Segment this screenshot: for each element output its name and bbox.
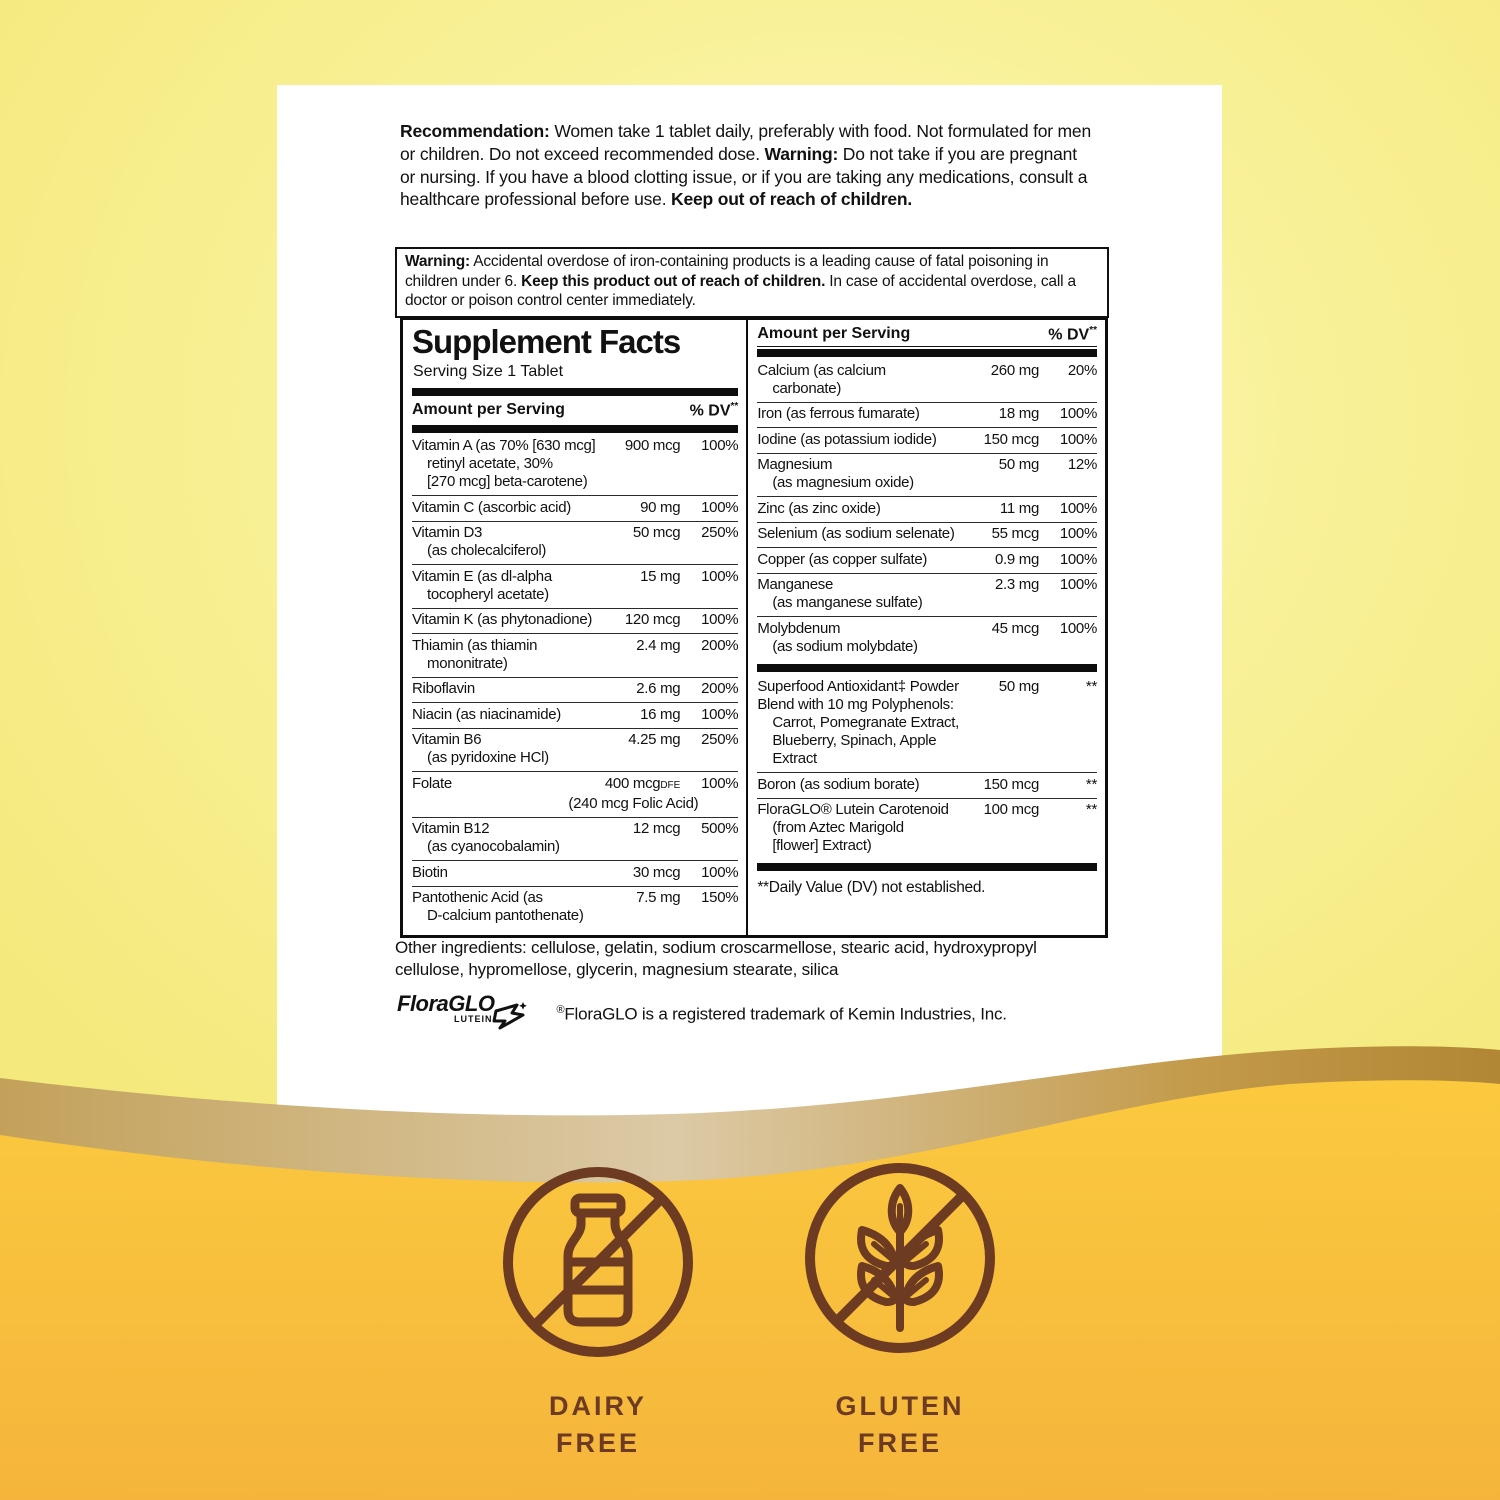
dv-header: % DV** xyxy=(1048,325,1097,344)
iron-warning-text: Warning: Accidental overdose of iron-containing products is a leading cause of fatal poisoning in children under 6. Keep this product out of reach of children. In case of accidental overdose, call a doctor or poison control center immediately. xyxy=(405,253,1076,310)
amount-header: Amount per Serving xyxy=(757,325,911,342)
table-row: Copper (as copper sulfate) 0.9 mg 100% xyxy=(757,547,1097,573)
dv-header: % DV** xyxy=(689,401,739,420)
nutrient-rows-right xyxy=(757,359,1097,899)
serving-size: Serving Size 1 Tablet xyxy=(413,363,564,381)
table-row: Pantothenic Acid (as D-calcium pantothenate) 7.5 mg 150% xyxy=(412,886,738,930)
table-row: Thiamin (as thiamin mononitrate) 2.4 mg 200% xyxy=(412,633,738,677)
table-footnote: **Daily Value (DV) not established. xyxy=(757,879,986,897)
section-bar xyxy=(757,349,1097,357)
gluten-free-badge xyxy=(800,1158,1000,1363)
supplement-facts-right-column xyxy=(748,320,1105,935)
wave-decoration xyxy=(0,1000,1500,1500)
nutrient-rows-left xyxy=(412,435,738,930)
table-row: Vitamin C (ascorbic acid) 90 mg 100% xyxy=(412,495,738,521)
table-row: Iron (as ferrous fumarate) 18 mg 100% xyxy=(757,402,1097,428)
other-ingredients: Other ingredients: cellulose, gelatin, sodium croscarmellose, stearic acid, hydroxypropyl cellulose, hypromellose, glycerin, magnesium stearate, silica xyxy=(395,938,1037,979)
dairy-free-label: DAIRY FREE xyxy=(548,1391,647,1458)
table-row: Vitamin B12 (as cyanocobalamin) 12 mcg 500% xyxy=(412,817,738,861)
table-row: FloraGLO® Lutein Carotenoid (from Aztec Marigold [flower] Extract) 100 mcg ** xyxy=(757,798,1097,860)
section-bar xyxy=(412,425,738,433)
no-dairy-icon xyxy=(498,1162,698,1362)
table-row: Molybdenum (as sodium molybdate) 45 mcg 100% xyxy=(757,616,1097,660)
supplement-facts-title: Supplement Facts xyxy=(412,323,681,360)
table-row: Vitamin K (as phytonadione) 120 mcg 100% xyxy=(412,608,738,634)
gluten-free-label: GLUTEN FREE xyxy=(835,1391,965,1458)
section-bar xyxy=(757,863,1097,871)
table-row: Iodine (as potassium iodide) 150 mcg 100% xyxy=(757,427,1097,453)
iron-warning-box xyxy=(395,247,1109,318)
column-header xyxy=(412,398,738,422)
table-row: Selenium (as sodium selenate) 55 mcg 100% xyxy=(757,522,1097,548)
table-row: Biotin 30 mcg 100% xyxy=(412,860,738,886)
table-row: Vitamin B6 (as pyridoxine HCl) 4.25 mg 250% xyxy=(412,728,738,772)
table-row: Boron (as sodium borate) 150 mcg ** xyxy=(757,772,1097,798)
dairy-free-badge xyxy=(498,1162,698,1367)
table-row: Vitamin D3 (as cholecalciferol) 50 mcg 250% xyxy=(412,521,738,565)
supplement-facts-left-column xyxy=(403,320,748,935)
table-row: Calcium (as calcium carbonate) 260 mg 20% xyxy=(757,361,1097,397)
table-row: Riboflavin 2.6 mg 200% xyxy=(412,677,738,703)
supplement-facts-panel xyxy=(400,317,1108,938)
table-row: Superfood Antioxidant‡ Powder Blend with 10 mg Polyphenols: Carrot, Pomegranate Extract, Blueberry, Spinach, Apple Extract 50 mg ** xyxy=(757,678,1097,768)
table-row: Vitamin A (as 70% [630 mcg] retinyl acetate, 30% [270 mcg] beta-carotene) 900 mcg 100% xyxy=(412,437,739,491)
table-row: Zinc (as zinc oxide) 11 mg 100% xyxy=(757,496,1097,522)
table-row: Niacin (as niacinamide) 16 mg 100% xyxy=(412,702,738,728)
label-card xyxy=(277,85,1222,1130)
table-row: Folate 400 mcgDFE 100% (240 mcg Folic Acid) xyxy=(412,771,738,817)
column-header xyxy=(757,320,1097,347)
floraglo-trademark-text: ®FloraGLO is a registered trademark of Kemin Industries, Inc. xyxy=(556,1003,1007,1024)
section-bar xyxy=(412,388,738,396)
section-bar xyxy=(757,664,1097,672)
table-row: Vitamin E (as dl-alpha tocopheryl acetate) 15 mg 100% xyxy=(412,564,738,608)
table-row: Magnesium (as magnesium oxide) 50 mg 12% xyxy=(757,453,1097,497)
amount-header: Amount per Serving xyxy=(412,401,565,419)
recommendation-text: Recommendation: Women take 1 tablet daily, preferably with food. Not formulated for men or children. Do not exceed recommended dose. Warning: Do not take if you are pregnant or nursing. If you have a blood clotting issue, or if you are taking any medications, consult a healthcare professional before use. Keep out of reach of children. xyxy=(400,121,1091,210)
floraglo-logo-lutein: LUTEIN xyxy=(453,1014,493,1024)
floraglo-logo-wordmark: FloraGLO xyxy=(397,991,495,1016)
table-row: Manganese (as manganese sulfate) 2.3 mg 100% xyxy=(757,573,1097,617)
no-gluten-icon xyxy=(800,1158,1000,1358)
